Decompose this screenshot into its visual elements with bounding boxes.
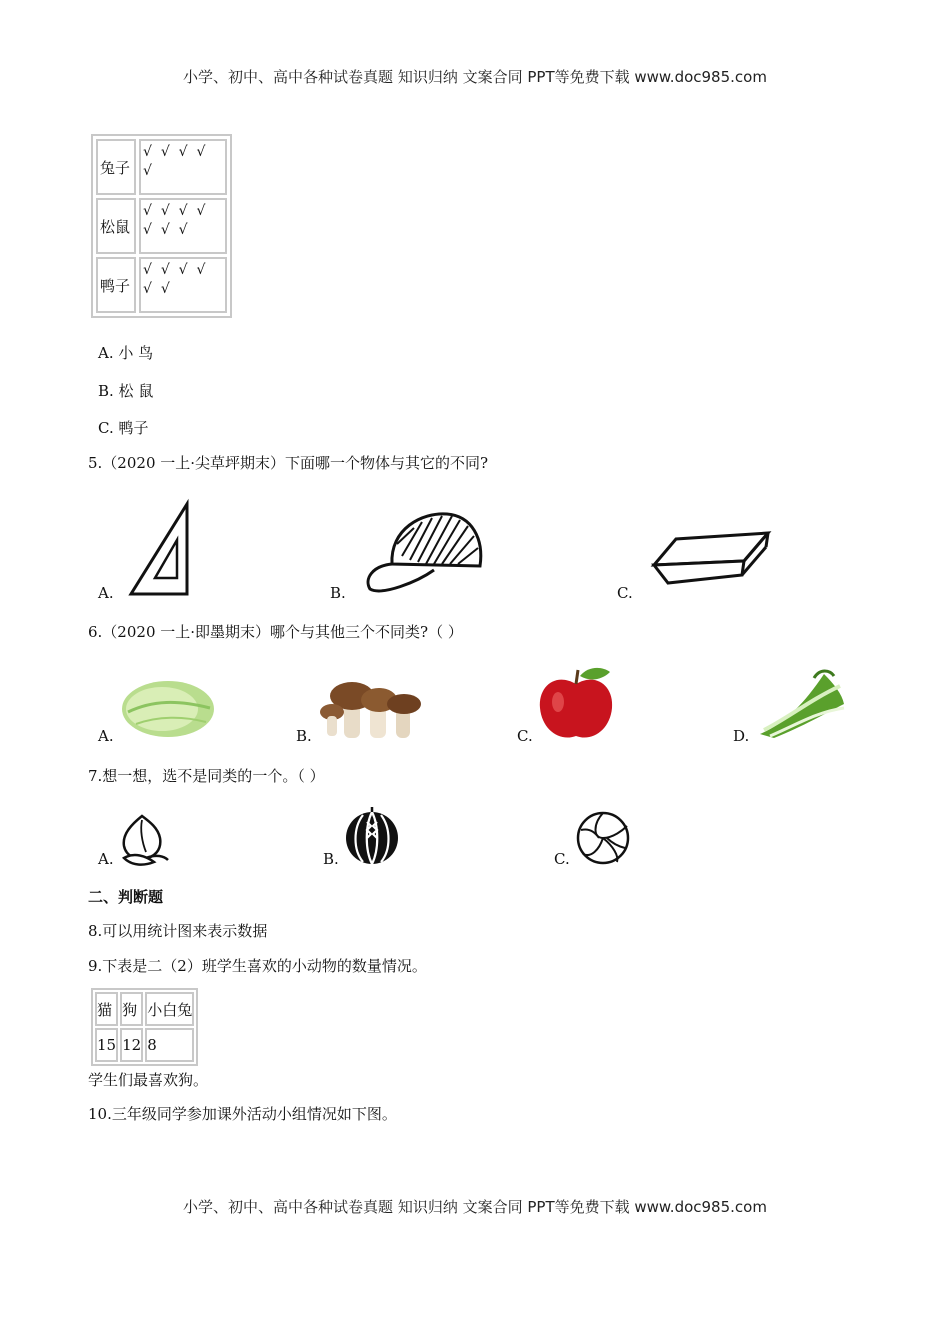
q7-option-a[interactable]: A. — [98, 850, 114, 868]
q6-option-c[interactable]: C. — [517, 727, 533, 745]
lettuce-icon — [754, 664, 849, 744]
page-footer: 小学、初中、高中各种试卷真题 知识归纳 文案合同 PPT等免费下载 www.doc985.com — [183, 1198, 767, 1216]
peach-icon — [116, 812, 171, 867]
value-cell: 15 — [95, 1028, 118, 1062]
value-cell: 8 — [145, 1028, 194, 1062]
q6-option-d[interactable]: D. — [733, 727, 750, 745]
triangle-ruler-icon — [125, 500, 195, 600]
volleyball-icon — [575, 810, 633, 868]
cabbage-icon — [118, 672, 218, 742]
header-cell: 猫 — [95, 992, 118, 1026]
row-label: 松鼠 — [96, 198, 136, 254]
table-row — [95, 1028, 194, 1062]
q5-option-c[interactable]: C. — [617, 584, 633, 602]
header-cell: 狗 — [120, 992, 143, 1026]
q7-text: 7.想一想，选不是同类的一个。（ ） — [88, 767, 325, 785]
cap-icon — [362, 504, 487, 599]
mushrooms-icon — [316, 670, 428, 742]
row-label: 鸭子 — [96, 257, 136, 313]
eraser-icon — [648, 525, 773, 590]
table-row — [96, 257, 227, 313]
tally-marks: √ √ √ √ √ — [139, 139, 227, 195]
q5-text: 5.（2020 一上·尖草坪期末）下面哪一个物体与其它的不同? — [88, 454, 489, 472]
q5-option-a[interactable]: A. — [98, 584, 114, 602]
q4-option-b[interactable]: B. 松 鼠 — [98, 382, 154, 400]
page-header: 小学、初中、高中各种试卷真题 知识归纳 文案合同 PPT等免费下载 www.doc985.com — [183, 68, 767, 86]
q10-text: 10.三年级同学参加课外活动小组情况如下图。 — [88, 1105, 397, 1123]
row-label: 兔子 — [96, 139, 136, 195]
q4-option-c[interactable]: C. 鸭子 — [98, 419, 149, 437]
apple-icon — [536, 664, 616, 744]
q7-option-b[interactable]: B. — [323, 850, 339, 868]
q6-option-a[interactable]: A. — [98, 727, 114, 745]
q9-statement: 学生们最喜欢狗。 — [88, 1071, 209, 1089]
value-cell: 12 — [120, 1028, 143, 1062]
q5-option-b[interactable]: B. — [330, 584, 346, 602]
q4-option-a[interactable]: A. 小 鸟 — [98, 344, 154, 362]
table-row — [95, 992, 194, 1026]
q6-text: 6.（2020 一上·即墨期末）哪个与其他三个不同类?（ ） — [88, 623, 463, 641]
q9-text: 9.下表是二（2）班学生喜欢的小动物的数量情况。 — [88, 957, 427, 975]
tally-table — [91, 134, 232, 318]
header-cell: 小白兔 — [145, 992, 194, 1026]
table-row — [96, 198, 227, 254]
table-row — [96, 139, 227, 195]
q8-text: 8.可以用统计图来表示数据 — [88, 922, 268, 940]
pets-table — [91, 988, 198, 1066]
section-title: 二、判断题 — [88, 888, 164, 906]
q6-option-b[interactable]: B. — [296, 727, 312, 745]
watermelon-icon — [343, 806, 401, 866]
q7-option-c[interactable]: C. — [554, 850, 570, 868]
tally-marks: √ √ √ √ √ √ — [139, 257, 227, 313]
tally-marks: √ √ √ √ √ √ √ — [139, 198, 227, 254]
